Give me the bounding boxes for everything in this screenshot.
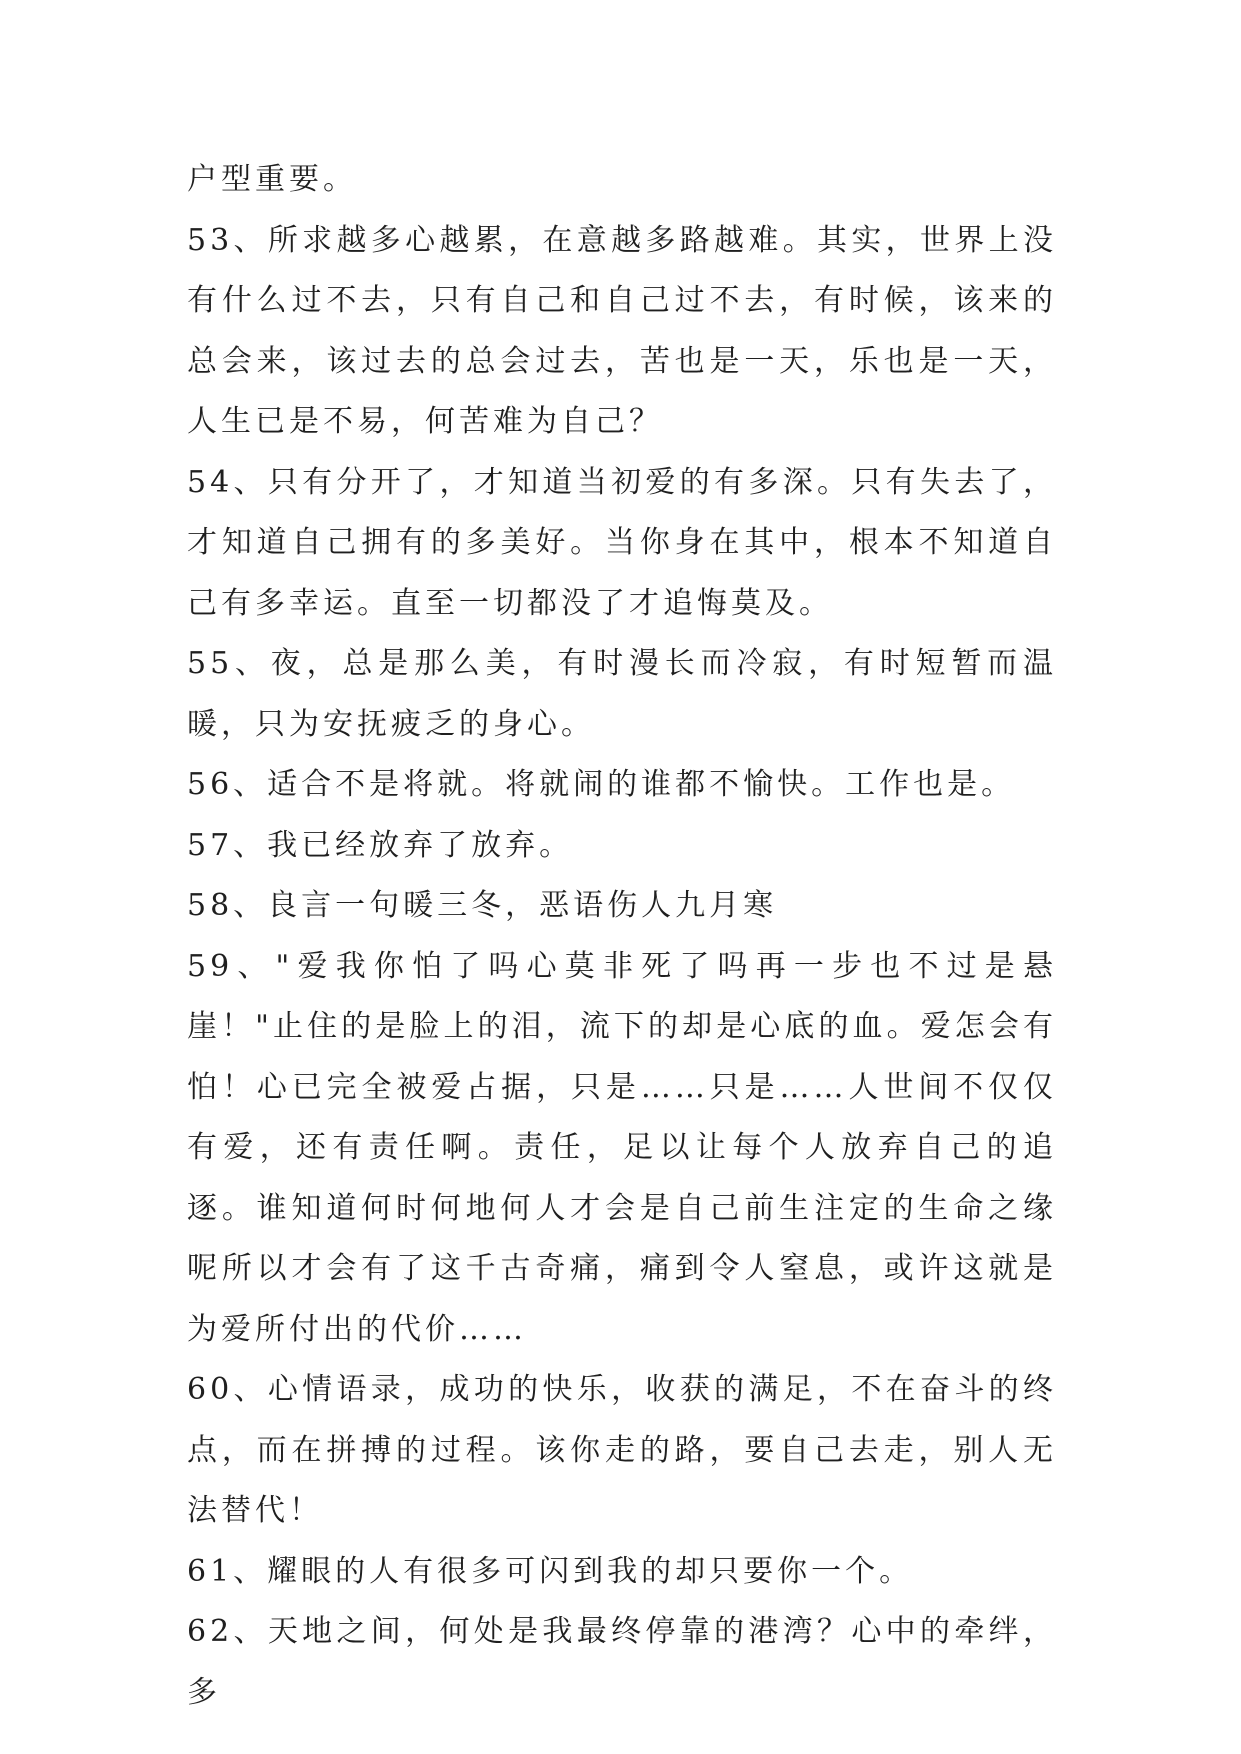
paragraph: 57、我已经放弃了放弃。 [187, 827, 574, 863]
paragraph: 户型重要。 [187, 162, 357, 197]
paragraph: 58、良言一句暖三冬，恶语伤人九月寒 [187, 888, 778, 923]
paragraph: 61、耀眼的人有很多可闪到我的却只要你一个。 [187, 1553, 914, 1589]
paragraph: 60、心情语录，成功的快乐，收获的满足，不在奋斗的终点，而在拼搏的过程。该你走的路，要自己去走，别人无法替代！ [187, 1372, 1057, 1528]
paragraph: 56、适合不是将就。将就闹的谁都不愉快。工作也是。 [187, 767, 1016, 802]
paragraph: 53、所求越多心越累，在意越多路越难。其实，世界上没有什么过不去，只有自己和自己过不去，有时候，该来的总会来，该过去的总会过去，苦也是一天，乐也是一天，人生已是不易，何苦难为自己？ [187, 222, 1057, 439]
paragraph: 55、夜，总是那么美，有时漫长而冷寂，有时短暂而温暖，只为安抚疲乏的身心。 [187, 646, 1057, 742]
paragraph: 54、只有分开了，才知道当初爱的有多深。只有失去了，才知道自己拥有的多美好。当你身在其中，根本不知道自己有多幸运。直至一切都没了才追悔莫及。 [187, 464, 1057, 621]
paragraph: 59、"爱我你怕了吗心莫非死了吗再一步也不过是悬崖！"止住的是脸上的泪，流下的却是心底的血。爱怎会有怕！心已完全被爱占据，只是……只是……人世间不仅仅有爱，还有责任啊。责任，足以让每个人放弃自己的追逐。谁知道何时何地何人才会是自己前生注定的生命之缘呢所以才会有了这千古奇痛，痛到令人窒息，或许这就是为爱所付出的代价…… [187, 948, 1057, 1347]
paragraph: 62、天地之间，何处是我最终停靠的港湾？心中的牵绊，多 [187, 1614, 1057, 1710]
document-body [187, 150, 1057, 1723]
